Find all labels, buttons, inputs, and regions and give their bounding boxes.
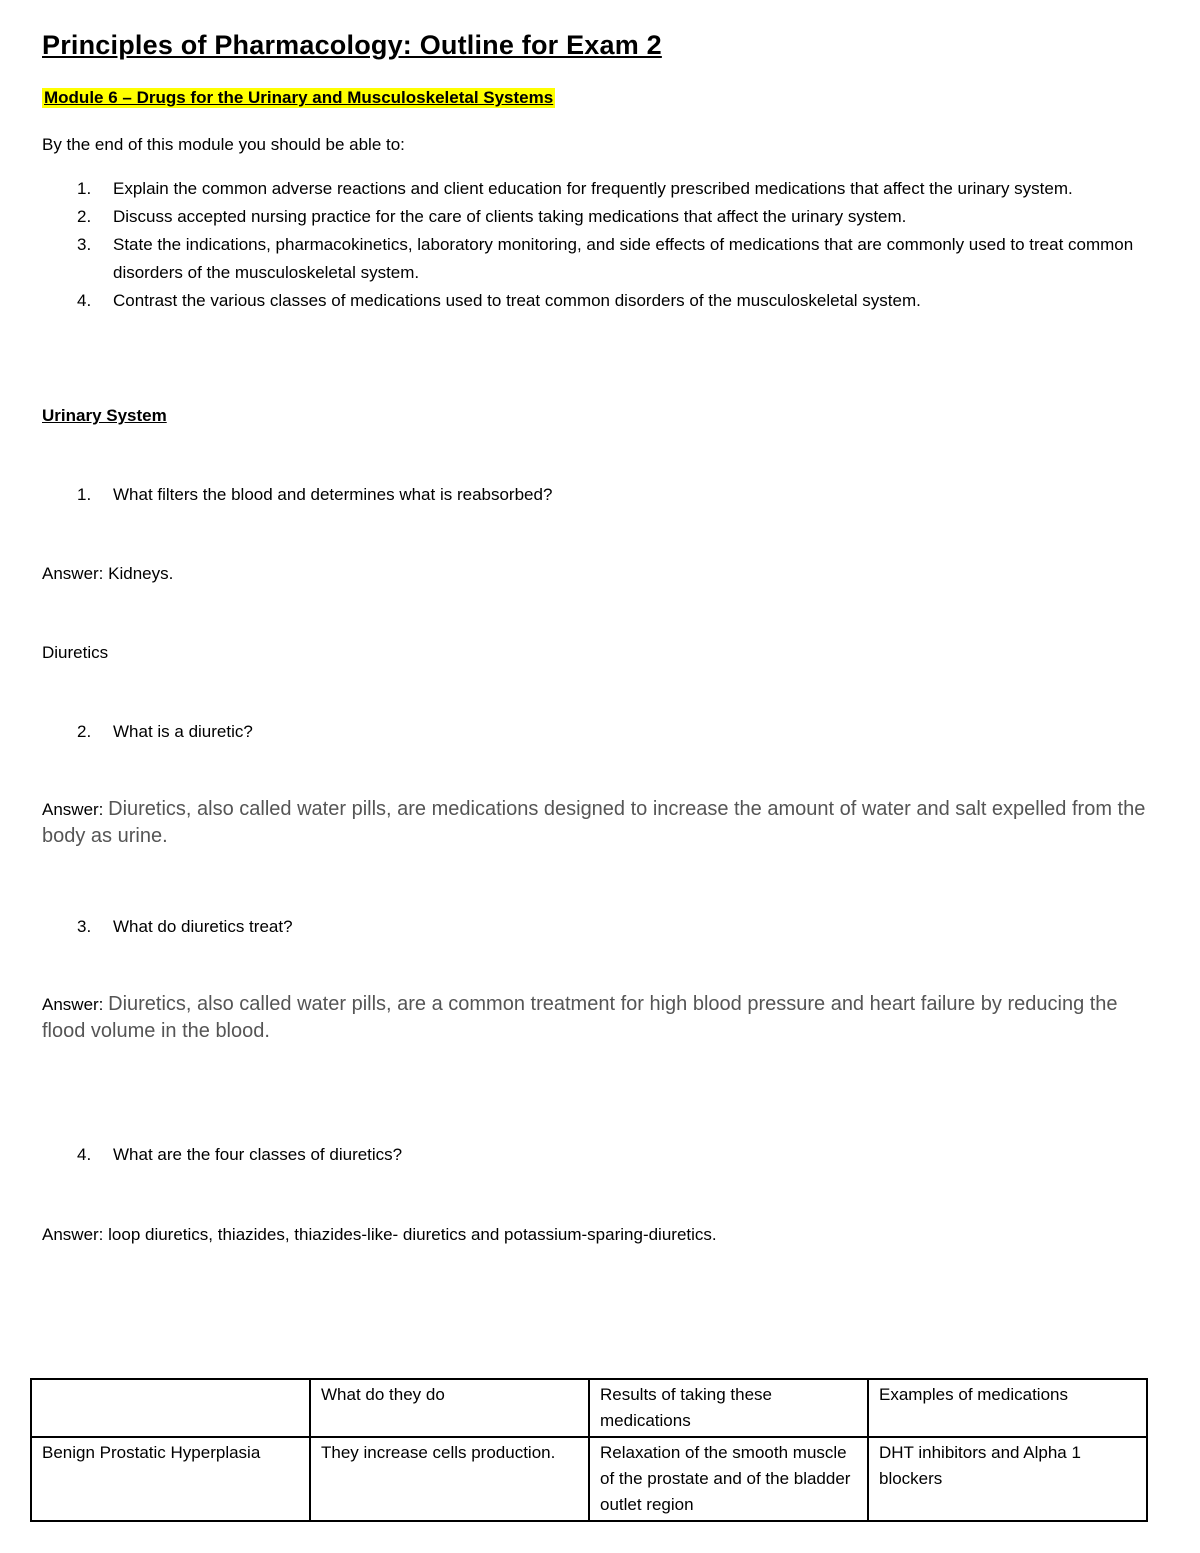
objective-number: 2. [77, 207, 92, 226]
objective-item [42, 287, 1162, 315]
objective-number: 4. [77, 291, 92, 310]
question-number: 2. [77, 722, 92, 741]
table-header-row [31, 1379, 1147, 1437]
table-row [31, 1437, 1147, 1521]
module-heading: Module 6 – Drugs for the Urinary and Musculoskeletal Systems [44, 88, 554, 107]
question-2 [42, 718, 1162, 746]
answer-2 [42, 796, 1162, 850]
question-4 [42, 1141, 1162, 1169]
question-text: What do diuretics treat? [113, 917, 293, 936]
question-text: What is a diuretic? [113, 722, 253, 741]
document-title: Principles of Pharmacology: Outline for Exam 2 [42, 30, 662, 60]
table-header-cell: Examples of medications [868, 1379, 1147, 1437]
objectives-list [42, 175, 1162, 315]
objective-number: 1. [77, 179, 92, 198]
bph-table [30, 1378, 1148, 1522]
answer-4: Answer: loop diuretics, thiazides, thiazides-like- diuretics and potassium-sparing-diuretics. [42, 1225, 717, 1244]
objective-item [42, 203, 1162, 231]
question-number: 4. [77, 1145, 92, 1164]
intro-text: By the end of this module you should be able to: [42, 135, 405, 154]
section-heading-urinary: Urinary System [42, 406, 167, 425]
subheading-diuretics: Diuretics [42, 643, 109, 662]
answer-label: Answer: [42, 800, 109, 819]
answer-3 [42, 991, 1162, 1045]
objective-item [42, 231, 1162, 287]
objective-text: State the indications, pharmacokinetics, laboratory monitoring, and side effects of medications that are commonly used to treat common disorders of the musculoskeletal system. [113, 235, 1134, 282]
table-cell: DHT inhibitors and Alpha 1 blockers [868, 1437, 1147, 1521]
question-3 [42, 913, 1162, 941]
table-cell: Relaxation of the smooth muscle of the prostate and of the bladder outlet region [589, 1437, 868, 1521]
table-header-cell: Results of taking these medications [589, 1379, 868, 1437]
question-1 [42, 481, 1162, 509]
table-cell: They increase cells production. [310, 1437, 589, 1521]
answer-label: Answer: [42, 995, 109, 1014]
answer-text: Diuretics, also called water pills, are medications designed to increase the amount of water and salt expelled from the body as urine. [42, 798, 1146, 847]
answer-1: Answer: Kidneys. [42, 564, 174, 583]
answer-text: Diuretics, also called water pills, are a common treatment for high blood pressure and heart failure by reducing the flood volume in the blood. [42, 993, 1118, 1042]
objective-text: Discuss accepted nursing practice for the care of clients taking medications that affect the urinary system. [113, 207, 907, 226]
objective-text: Explain the common adverse reactions and client education for frequently prescribed medications that affect the urinary system. [113, 179, 1073, 198]
objective-number: 3. [77, 235, 92, 254]
objective-text: Contrast the various classes of medications used to treat common disorders of the musculoskeletal system. [113, 291, 921, 310]
question-text: What are the four classes of diuretics? [113, 1145, 403, 1164]
table-header-cell [31, 1379, 310, 1437]
objective-item [42, 175, 1162, 203]
question-number: 1. [77, 485, 92, 504]
table-cell: Benign Prostatic Hyperplasia [31, 1437, 310, 1521]
table-header-cell: What do they do [310, 1379, 589, 1437]
question-number: 3. [77, 917, 92, 936]
question-text: What filters the blood and determines what is reabsorbed? [113, 485, 553, 504]
